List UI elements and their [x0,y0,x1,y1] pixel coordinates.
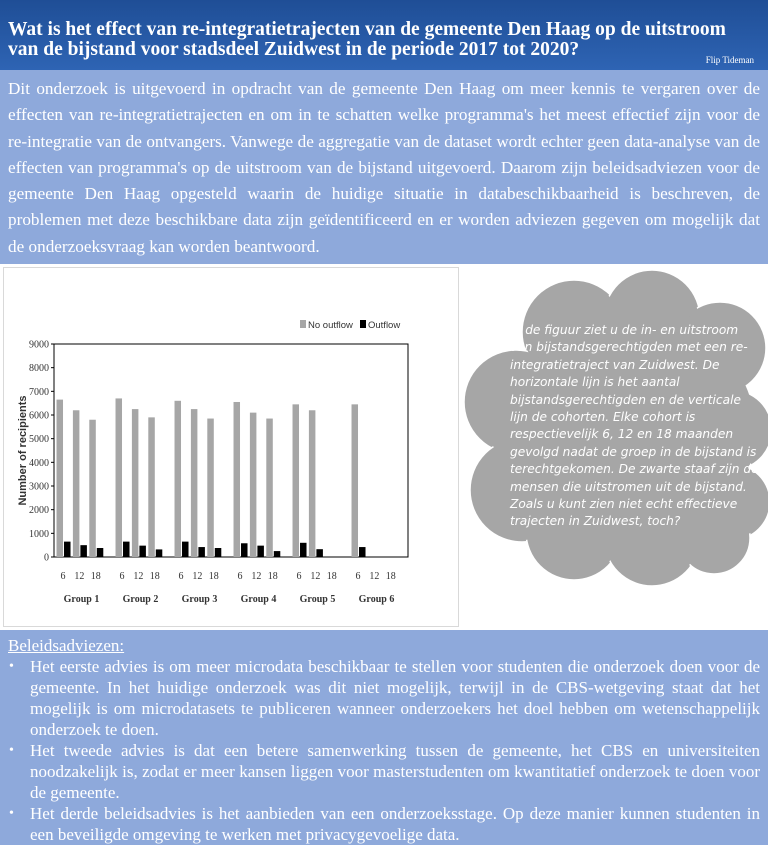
bar-no-outflow [352,404,359,557]
bar-no-outflow [266,419,273,557]
poster-header [0,0,768,70]
y-tick-label: 3000 [29,481,49,493]
bar-outflow [198,547,205,557]
x-group-label: Group 3 [181,594,218,605]
bar-no-outflow [57,400,64,557]
advice-section [0,630,768,845]
bar-outflow [64,542,71,557]
advice-item [0,803,768,845]
bar-no-outflow [309,410,316,557]
legend-swatch-no-outflow [300,320,306,328]
y-tick-label: 6000 [29,410,49,422]
bar-no-outflow [116,398,123,557]
y-tick-label: 4000 [29,457,49,469]
bar-outflow [182,542,189,557]
y-tick-label: 8000 [29,363,49,375]
y-tick-label: 2000 [29,505,49,517]
x-sub-label: 18 [149,571,160,582]
y-tick-label: 5000 [29,434,49,446]
x-group-label: Group 6 [358,594,395,605]
advice-heading: Beleidsadviezen: [8,636,125,655]
x-sub-label: 6 [237,571,243,582]
y-tick-label: 0 [44,552,49,564]
x-sub-label: 6 [119,571,125,582]
y-tick-label: 1000 [29,528,49,540]
bar-outflow [316,549,323,557]
bullet-icon: • [9,659,14,674]
bar-outflow [215,548,222,557]
bar-no-outflow [175,401,182,557]
x-group-label: Group 2 [122,594,159,605]
bar-no-outflow [234,402,241,557]
figure-section [0,264,768,630]
x-sub-label: 12 [74,571,85,582]
bar-no-outflow [73,410,80,557]
bar-no-outflow [191,409,198,557]
x-group-label: Group 1 [63,594,100,605]
bar-outflow [274,551,281,557]
legend-label-outflow: Outflow [368,320,401,331]
x-sub-label: 12 [310,571,321,582]
advice-item [0,740,768,803]
legend-label-no-outflow: No outflow [308,320,353,331]
x-group-label: Group 5 [299,594,336,605]
author-name: Flip Tideman [705,55,754,65]
y-tick-label: 9000 [29,339,49,351]
legend-swatch-outflow [360,320,366,328]
x-sub-label: 12 [251,571,262,582]
x-sub-label: 6 [60,571,66,582]
bar-outflow [123,542,130,557]
advice-list [0,656,768,845]
advice-item [0,656,768,740]
x-sub-label: 18 [385,571,396,582]
advice-item-text: Het eerste advies is om meer microdata beschikbaar te stellen voor studenten die onderzoek doen voor de gemeente. In het huidige onderzoek was dit niet mogelijk, terwijl in de CBS-wetgeving staat dat het mogelijk is om microdatasets te publiceren wanneer onderzoekers het doel hebben om wetenschappelijk onderzoek te doen. [30,657,760,739]
x-sub-label: 12 [369,571,380,582]
bar-no-outflow [207,419,214,557]
x-sub-label: 6 [296,571,302,582]
bar-no-outflow [148,417,155,557]
x-sub-label: 18 [208,571,219,582]
bar-outflow [241,543,248,557]
bar-chart [3,267,459,627]
bar-outflow [156,549,163,557]
x-sub-label: 6 [178,571,184,582]
bullet-icon: • [9,743,14,758]
bar-outflow [97,548,104,557]
bar-outflow [359,547,366,557]
bar-chart-svg [4,268,460,628]
intro-text: Dit onderzoek is uitgevoerd in opdracht van de gemeente Den Haag om meer kennis te vergaren over de effecten van re-integratietrajecten en om in te schatten welke programma's het meest effectief zijn voor de re-integratie van de ontvangers. Vanwege de aggregatie van de dataset wordt echter geen data-analyse van de effecten van programma's op de uitstroom van de bijstand uitgevoerd. Daarom zijn beleidsadviezen voor de gemeente Den Haag opgesteld waarin de huidige situatie in databeschikbaarheid is beschreven, de problemen met deze beschikbare data zijn geïdentificeerd en er worden adviezen gegeven om mogelijk dat de onderzoeksvraag kan worden beantwoord. [8,79,760,256]
bar-outflow [80,545,87,557]
advice-item-text: Het derde beleidsadvies is het aanbieden van een onderzoeksstage. Op deze manier kunnen studenten in een beveiligde omgeving te werken met privacygevoelige data. [30,804,760,844]
intro-section [0,72,768,264]
x-sub-label: 18 [326,571,337,582]
poster-title: Wat is het effect van re-integratietrajecten van de gemeente Den Haag op de uitstroom van de bijstand voor stadsdeel Zuidwest in de periode 2017 tot 2020? [8,19,726,60]
x-sub-label: 18 [90,571,101,582]
x-group-label: Group 4 [240,594,277,605]
x-sub-label: 18 [267,571,278,582]
x-sub-label: 12 [192,571,203,582]
advice-item-text: Het tweede advies is dat een betere samenwerking tussen de gemeente, het CBS en universiteiten noodzakelijk is, zodat er meer kansen liggen voor masterstudenten om kwantitatief onderzoek te doen voor de gemeente. [30,741,760,802]
bar-no-outflow [89,420,96,557]
y-axis-label: Number of recipients [17,395,29,506]
bullet-icon: • [9,806,14,821]
explanation-cloud [462,270,768,588]
bar-outflow [139,546,146,557]
x-sub-label: 12 [133,571,144,582]
x-sub-label: 6 [355,571,361,582]
cloud-text: In de figuur ziet u de in- en uitstroom van bijstandsgerechtigden met een re-integratietraject van Zuidwest. De horizontale lijn is het aantal bijstandsgerechtigden en de verticale lijn de cohorten. Elke cohort is respectievelijk 6, 12 en 18 maanden gevolgd nadat de groep in de bijstand is terechtgekomen. De zwarte staaf zijn de mensen die uitstromen uit de bijstand. Zoals u kunt zien niet echt effectieve trajecten in Zuidwest, toch? [510,323,759,529]
y-tick-label: 7000 [29,386,49,398]
bar-no-outflow [132,409,139,557]
bar-outflow [257,546,264,557]
bar-no-outflow [293,404,300,557]
bar-no-outflow [250,413,257,557]
bar-outflow [300,543,307,557]
